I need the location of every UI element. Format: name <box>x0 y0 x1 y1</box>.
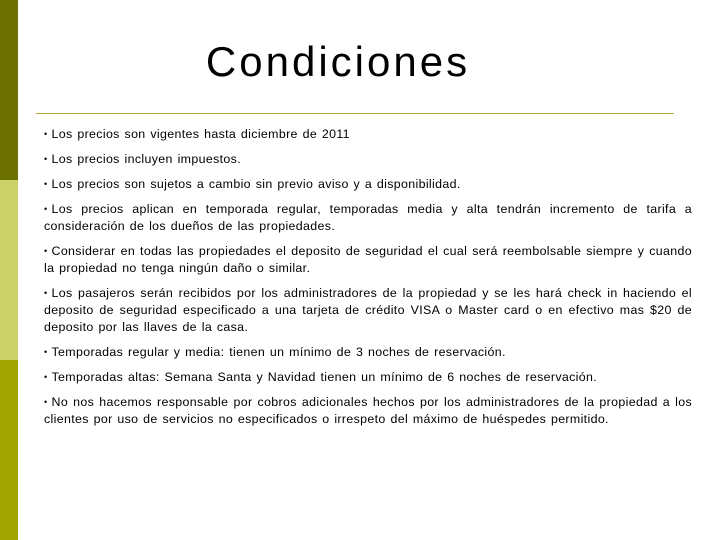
bullet-icon: • <box>44 129 48 139</box>
condition-text: Temporadas regular y media: tienen un mínimo de 3 noches de reservación. <box>51 345 506 359</box>
condition-text: Los pasajeros serán recibidos por los administradores de la propiedad y se les hará check in haciendo el deposito de seguridad especificado a una tarjeta de crédito VISA o Master card o en efectivo mas $20 de deposito por las llaves de la casa. <box>44 286 692 334</box>
condition-text: Considerar en todas las propiedades el deposito de seguridad el cual será reembolsable siempre y cuando la propiedad no tenga ningún daño o similar. <box>44 244 692 275</box>
condition-item <box>44 369 692 386</box>
condition-text: Temporadas altas: Semana Santa y Navidad tienen un mínimo de 6 noches de reservación. <box>51 370 598 384</box>
condition-text: Los precios son vigentes hasta diciembre de 2011 <box>51 127 350 141</box>
bullet-icon: • <box>44 204 48 214</box>
condition-item <box>44 344 692 361</box>
title-divider <box>36 113 674 114</box>
bullet-icon: • <box>44 397 48 407</box>
condition-item <box>44 243 692 277</box>
bullet-icon: • <box>44 347 48 357</box>
conditions-list <box>44 126 692 436</box>
condition-item <box>44 126 692 143</box>
condition-item <box>44 285 692 336</box>
bullet-icon: • <box>44 288 48 298</box>
condition-item <box>44 394 692 428</box>
accent-bar-top-segment <box>0 0 18 180</box>
bullet-icon: • <box>44 154 48 164</box>
condition-text: No nos hacemos responsable por cobros adicionales hechos por los administradores de la propiedad a los clientes por uso de servicios no especificados o irrespeto del máximo de huéspedes permitido. <box>44 395 692 426</box>
condition-text: Los precios aplican en temporada regular, temporadas media y alta tendrán incremento de tarifa a consideración de los dueños de las propiedades. <box>44 202 692 233</box>
condition-text: Los precios incluyen impuestos. <box>51 152 241 166</box>
bullet-icon: • <box>44 372 48 382</box>
condition-item <box>44 151 692 168</box>
bullet-icon: • <box>44 179 48 189</box>
condition-item <box>44 176 692 193</box>
slide-title: Condiciones <box>205 38 471 85</box>
accent-bar-middle-segment <box>0 180 18 360</box>
condition-item <box>44 201 692 235</box>
accent-bar-bottom-segment <box>0 360 18 540</box>
bullet-icon: • <box>44 246 48 256</box>
condition-text: Los precios son sujetos a cambio sin previo aviso y a disponibilidad. <box>51 177 461 191</box>
